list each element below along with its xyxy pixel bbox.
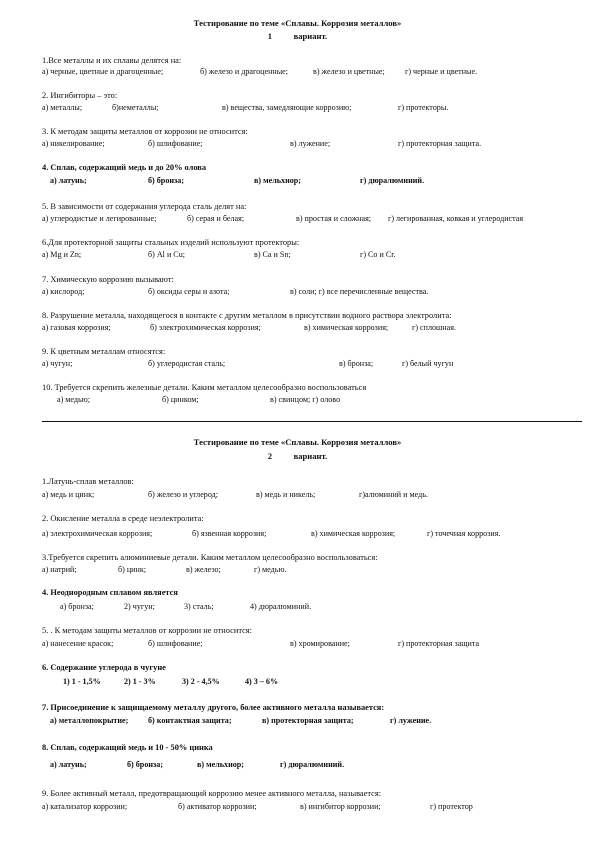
variant2-number: 2 (267, 451, 273, 461)
v2-q1-option-b: б) железо и углерод; (148, 490, 219, 499)
v1-q5-option-a: а) углеродистые и легированные; (42, 214, 157, 223)
v2-q1-option-c: в) медь и никель; (256, 490, 316, 499)
variant1-number: 1 (267, 31, 273, 41)
v2-q9-option-b: б) активатор коррозии; (178, 802, 257, 811)
v2-q3-options (42, 565, 582, 577)
v1-q1-option-d: г) черные и цветные. (405, 67, 478, 76)
v1-q2-option-c: в) вещества, замедляющие коррозию; (222, 103, 352, 112)
v1-q8-option-b: б) электрохимическая коррозия; (150, 323, 261, 332)
v2-q9-option-a: а) катализатор коррозии; (42, 802, 128, 811)
v2-q3-text: 3.Требуется скрепить алюминиевые детали. Каким металлом целесообразно воспользоваться: (42, 553, 378, 562)
v2-q5-option-b: б) шлифование; (148, 639, 203, 648)
v1-q9-text: 9. К цветным металлам относятся: (42, 347, 166, 356)
v2-q6-option-b: 2) 1 - 3% (124, 677, 156, 686)
v2-q1-option-d: г)алюминий и медь. (359, 490, 428, 499)
v2-q4-option-a: а) бронза; (60, 602, 94, 611)
v1-q5-option-c: в) простая и сложная; (296, 214, 372, 223)
v1-q5-options (42, 214, 582, 226)
v1-q1-option-a: а) черные, цветные и драгоценные; (42, 67, 164, 76)
v1-q5-text: 5. В зависимости от содержания углерода сталь делят на: (42, 202, 247, 211)
v2-q6-option-c: 3) 2 - 4,5% (182, 677, 220, 686)
v2-q3-option-b: б) цинк; (118, 565, 147, 574)
v1-q2-option-d: г) протекторы. (398, 103, 449, 112)
v1-q10-option-c: в) свинцом; г) олово (270, 395, 341, 404)
v1-q9-option-b: б) углеродистая сталь; (148, 359, 226, 368)
v2-q2-options (42, 529, 582, 541)
v1-q3-option-a: а) никелирование; (42, 139, 105, 148)
v1-q1-option-c: в) железо и цветные; (313, 67, 385, 76)
v1-q6-option-a: а) Mg и Zn; (42, 250, 82, 259)
v2-q6-text: 6. Содержание углерода в чугуне (42, 663, 166, 672)
v1-q4-options (42, 176, 582, 188)
v2-q7-text: 7. Присоединение к защищаемому металлу другого, более активного металла называется: (42, 703, 385, 712)
v2-q4-options (42, 602, 582, 614)
v2-q5-options (42, 639, 582, 651)
v2-q2-text: 2. Окисление металла в среде неэлектролита: (42, 514, 204, 523)
v2-q5-text: 5. . К методам защиты металлов от коррозии не относится: (42, 626, 252, 635)
v1-q6-option-d: г) Co и Cr. (360, 250, 396, 259)
variant2-label: вариант. (293, 451, 328, 461)
v2-q6-option-a: 1) 1 - 1,5% (63, 677, 101, 686)
v2-q4-text: 4. Неоднородным сплавом является (42, 588, 178, 597)
v1-q7-text: 7. Химическую коррозию вызывают: (42, 275, 174, 284)
v1-q9-option-d: г) белый чугун (402, 359, 454, 368)
v1-q7-option-c: в) соли; г) все перечисленные вещества. (290, 287, 429, 296)
v1-q6-option-c: в) Ca и Sn; (254, 250, 291, 259)
v2-q6-option-d: 4) 3 – 6% (245, 677, 279, 686)
v2-q4-option-d: 4) дюралюминий. (250, 602, 312, 611)
v2-q7-option-d: г) лужение. (390, 716, 432, 725)
v1-q10-option-b: б) цинком; (162, 395, 199, 404)
v2-q8-option-d: г) дюралюминий. (280, 760, 345, 769)
v2-q5-option-a: а) нанесение красок; (42, 639, 114, 648)
v1-q6-text: 6.Для протекторной защиты стальных изделий используют протекторы: (42, 238, 300, 247)
v2-q7-option-c: в) протекторная защита; (262, 716, 354, 725)
v2-q2-option-c: в) химическая коррозия; (311, 529, 396, 538)
v1-q1-text: 1.Все металлы и их сплавы делятся на: (42, 56, 182, 65)
v1-q3-options (42, 139, 582, 151)
v2-q3-option-a: а) натрий; (42, 565, 77, 574)
v1-q4-option-a: а) латунь; (50, 176, 87, 185)
v1-q6-option-b: б) Al и Cu; (148, 250, 186, 259)
v2-q2-option-b: б) язвенная коррозия; (192, 529, 267, 538)
v1-q1-option-b: б) железо и драгоценные; (200, 67, 289, 76)
v1-q10-text: 10. Требуется скрепить железные детали. Каким металлом целесообразно воспользоваться (42, 383, 367, 392)
v2-q8-option-b: б) бронза; (127, 760, 164, 769)
v2-q4-option-c: 3) сталь; (184, 602, 214, 611)
v1-q2-option-b: б)неметаллы; (112, 103, 159, 112)
v2-q9-option-d: г) протектор (430, 802, 473, 811)
v1-q7-option-a: а) кислород; (42, 287, 85, 296)
v1-q10-option-a: а) медью; (57, 395, 91, 404)
v1-q8-options (42, 323, 582, 335)
section-divider (42, 421, 582, 422)
v1-q2-options (42, 103, 582, 115)
v2-q1-options (42, 490, 582, 502)
v1-q10-options (42, 395, 582, 407)
v1-q2-text: 2. Ингибиторы – это: (42, 91, 118, 100)
v1-q8-option-d: г) сплошная. (412, 323, 456, 332)
v1-q7-options (42, 287, 582, 299)
v2-q8-option-a: а) латунь; (50, 760, 87, 769)
v2-q2-option-d: г) точечная коррозия. (427, 529, 501, 538)
v2-q7-option-a: а) металлопокрытие; (50, 716, 129, 725)
v2-q8-options (42, 760, 582, 772)
v1-q3-option-c: в) лужение; (290, 139, 331, 148)
v1-q8-option-c: в) химическая коррозия; (304, 323, 389, 332)
v1-q4-text: 4. Сплав, содержащий медь и до 20% олова (42, 163, 207, 172)
v1-q2-option-a: а) металлы; (42, 103, 83, 112)
v2-q7-option-b: б) контактная защита; (148, 716, 232, 725)
v2-q3-option-c: в) железо; (186, 565, 221, 574)
variant2-heading (0, 451, 595, 461)
v1-q4-option-b: б) бронза; (148, 176, 185, 185)
v1-q8-option-a: а) газовая коррозия; (42, 323, 111, 332)
v2-q4-option-b: 2) чугун; (124, 602, 155, 611)
v2-q6-options (42, 677, 582, 689)
v1-q7-option-b: б) оксиды серы и азота; (148, 287, 230, 296)
v2-q9-text: 9. Более активный металл, предотвращающий коррозию менее активного металла, называется: (42, 789, 382, 798)
v2-q8-text: 8. Сплав, содержащий медь и 10 - 50% цинка (42, 743, 213, 752)
v1-q6-options (42, 250, 582, 262)
variant1-title: Тестирование по теме «Сплавы. Коррозия металлов» (193, 18, 402, 28)
v2-q8-option-c: в) мельхиор; (197, 760, 244, 769)
v1-q1-options (42, 67, 582, 79)
variant2-title: Тестирование по теме «Сплавы. Коррозия металлов» (193, 437, 402, 447)
v1-q5-option-d: г) легированная, ковкая и углеродистая (388, 214, 524, 223)
v2-q9-option-c: в) ингибитор коррозии; (300, 802, 381, 811)
v2-q2-option-a: а) электрохимическая коррозия; (42, 529, 153, 538)
variant1-label: вариант. (293, 31, 328, 41)
v1-q4-option-d: г) дюралюминий. (360, 176, 425, 185)
v1-q3-text: 3. К методам защиты металлов от коррозии не относится: (42, 127, 248, 136)
v1-q9-options (42, 359, 582, 371)
v2-q5-option-d: г) протекторная защита (398, 639, 480, 648)
v1-q3-option-d: г) протекторная защита. (398, 139, 482, 148)
v2-q7-options (42, 716, 582, 728)
v1-q4-option-c: в) мельхиор; (254, 176, 301, 185)
v1-q5-option-b: б) серая и белая; (187, 214, 245, 223)
v2-q9-options (42, 802, 582, 814)
v2-q1-text: 1.Латунь-сплав металлов: (42, 477, 134, 486)
v2-q3-option-d: г) медью. (254, 565, 287, 574)
v1-q9-option-c: в) бронза; (339, 359, 374, 368)
v1-q3-option-b: б) шлифование; (148, 139, 203, 148)
v1-q8-text: 8. Разрушение металла, находящегося в контакте с другим металлом в присутствии водного раствора электролита: (42, 311, 452, 320)
v2-q5-option-c: в) хромирование; (290, 639, 350, 648)
v2-q1-option-a: а) медь и цинк; (42, 490, 95, 499)
variant1-heading (0, 31, 595, 41)
v1-q9-option-a: а) чугун; (42, 359, 73, 368)
